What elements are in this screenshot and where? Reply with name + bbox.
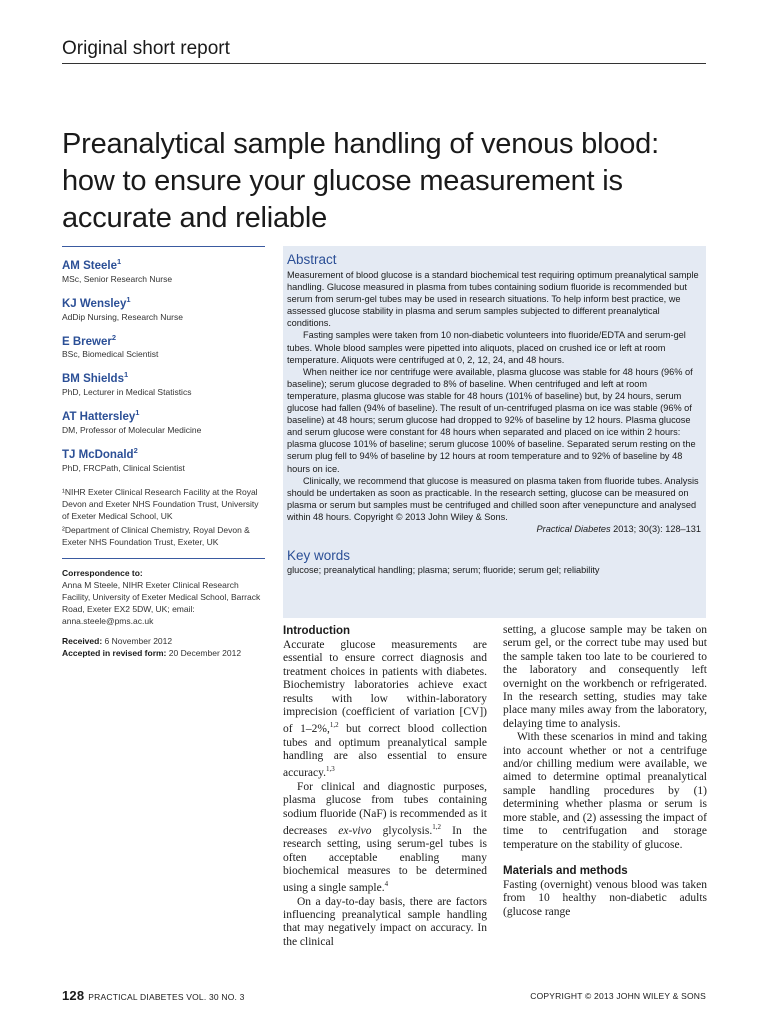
author-name: AM Steele$^1$ [62,257,122,272]
affiliation-1: ¹NIHR Exeter Clinical Research Facility at the Royal Devon and Exeter NHS Foundation Trust, University of Exeter Medical School, UK [62,486,259,521]
body-paragraph: setting, a glucose sample may be taken on serum gel, or the correct tube may used but the sample taken too late to be couriered to the laboratory and consequently left overnight on the workbench or refrigerated. In the research setting, studies may take place many miles away from the laboratory, delaying time to analysis. [503,624,707,730]
keywords-heading: Key words [287,548,351,564]
author-role: BSc, Biomedical Scientist [62,349,159,360]
section-label: Original short report [62,38,230,59]
abstract-paragraph: Clinically, we recommend that glucose is measured on plasma taken from fluoride tubes. Analysis should be undertaken as soon as practicable. In the research setting, glucose can be measured on plasma or serum but samples must be centrifuged and chilled soon after venepuncture and analysed within 48 hours. Copyright © 2013 John Wiley & Sons. [287,475,699,522]
body-paragraph: With these scenarios in mind and taking into account whether or not a centrifuge and/or chilling medium were available, we aimed to determine optimal preanalytical sample handling procedures by (1) determining whether plasma or serum is more stable, and (2) assessing the impact of time to centrifugation and storage temperature on the stability of glucose. [503,731,707,851]
top-rule [62,63,706,64]
abstract-heading: Abstract [287,252,337,267]
accepted-date: Accepted in revised form: 20 December 2012 [62,647,242,658]
author-name: BM Shields$^1$ [62,370,129,386]
affiliations [62,486,265,548]
body-paragraph: For clinical and diagnostic purposes, plasma glucose from tubes containing sodium fluoride (NaF) is recommended as it decreases ex-vivo glycolysis.$^{1,2}$ In the research setting, using serum-gel tubes is often acceptable enabling many biochemical measures to be determined using a single sample.$^4$ [283,780,487,895]
author-name: KJ Wensley$^1$ [62,294,131,310]
body-paragraph: On a day-to-day basis, there are factors influencing preanalytical sample handling that may negatively impact on accuracy. In the clinical [283,895,487,948]
abstract-paragraph: When neither ice nor centrifuge were available, plasma glucose was stable for 48 hours (96% of baseline); serum glucose degraded to 8% of baseline. When centrifuged and left at room temperature, plasma glucose was stable for 48 hours (101% of baseline) but, by 24 hours, serum glucose had fallen (94% of baseline). The result of un-centrifuged plasma on ice was stable (96% of baseline) at 48 hours; serum glucose had dropped to 92% of baseline by 12 hours. Plasma glucose and serum glucose were constant for 48 hours when separated and placed on ice within 2 hours: plasma glucose 101% of baseline; serum glucose 100% of baseline. Separated serum resting on the serum plug fell to 94% of baseline by 12 hours at room temperature and to 92% of baseline by 48 hours on ice. [287,366,696,474]
body-column-1 [283,624,487,949]
journal-info: PRACTICAL DIABETES VOL. 30 NO. 3 [88,992,245,1002]
author-entry [62,331,265,361]
correspondence-text: Anna M Steele, NIHR Exeter Clinical Research Facility, University of Exeter Medical School, Barrack Road, Exeter EX2 5DW, UK; email: anna.steele@pms.ac.uk [62,579,261,626]
author-role: MSc, Senior Research Nurse [62,273,173,284]
abstract-citation: Practical Diabetes 2013; 30(3): 128–131 [536,523,701,534]
author-name: AT Hattersley$^1$ [62,408,140,424]
footer-copyright: COPYRIGHT © 2013 JOHN WILEY & SONS [530,991,706,1001]
correspondence-rule [62,558,265,559]
affiliation-2: ²Department of Clinical Chemistry, Royal Devon & Exeter NHS Foundation Trust, Exeter, UK [62,524,250,547]
author-role: PhD, Lecturer in Medical Statistics [62,387,192,398]
author-top-rule [62,246,265,247]
author-role: AdDip Nursing, Research Nurse [62,311,183,322]
abstract-paragraph: Measurement of blood glucose is a standard biochemical test requiring optimum preanalytical sample handling. Glucose measured in plasma from tubes containing sodium fluoride is recommended but serum from serum-gel tubes may be used in research situations. To help inform best practice, we assessed glucose stability in plasma and serum samples subjected to different preanalytical conditions. [287,270,699,329]
abstract-paragraph: Fasting samples were taken from 10 non-diabetic volunteers into fluoride/EDTA and serum-gel tubes. Whole blood samples were pipetted into aliquots, placed on crushed ice or left at room temperature. Aliquots were centrifuged at 0, 2, 12, 24, and 48 hours. [287,330,686,365]
abstract-box [283,246,706,618]
author-entry [62,368,265,398]
author-entry [62,444,265,474]
received-date: Received: 6 November 2012 [62,635,173,646]
correspondence [62,567,265,627]
author-column [62,246,265,659]
footer-left [62,988,245,1003]
author-entry [62,293,265,323]
keywords-text: glucose; preanalytical handling; plasma; serum; fluoride; serum gel; reliability [287,565,600,576]
body-column-2 [503,624,707,919]
author-role: PhD, FRCPath, Clinical Scientist [62,462,185,473]
author-entry [62,255,265,285]
introduction-heading: Introduction [283,625,351,637]
article-title: Preanalytical sample handling of venous blood: how to ensure your glucose measurement is accurate and reliable [62,128,659,234]
methods-heading: Materials and methods [503,864,628,877]
author-name: E Brewer$^2$ [62,332,117,348]
page-number: 128 [62,988,85,1003]
body-paragraph: Accurate glucose measurements are essential to ensure correct diagnosis and treatment choices in patients with diabetes. Biochemistry laboratories achieve exact results with low within-laboratory imprecision (coefficient of variation [CV]) of 1–2%,$^{1,2}$ but correct blood collection tubes and optimum preanalytical sample handling are also essential to ensure accuracy.$^{1,3}$ [283,639,487,780]
dates [62,635,265,659]
author-name: TJ McDonald$^2$ [62,446,138,461]
author-role: DM, Professor of Molecular Medicine [62,425,202,436]
correspondence-heading: Correspondence to: [62,567,143,578]
body-paragraph: Fasting (overnight) venous blood was taken from 10 healthy non-diabetic adults (glucose range [503,878,707,918]
author-entry [62,406,265,436]
